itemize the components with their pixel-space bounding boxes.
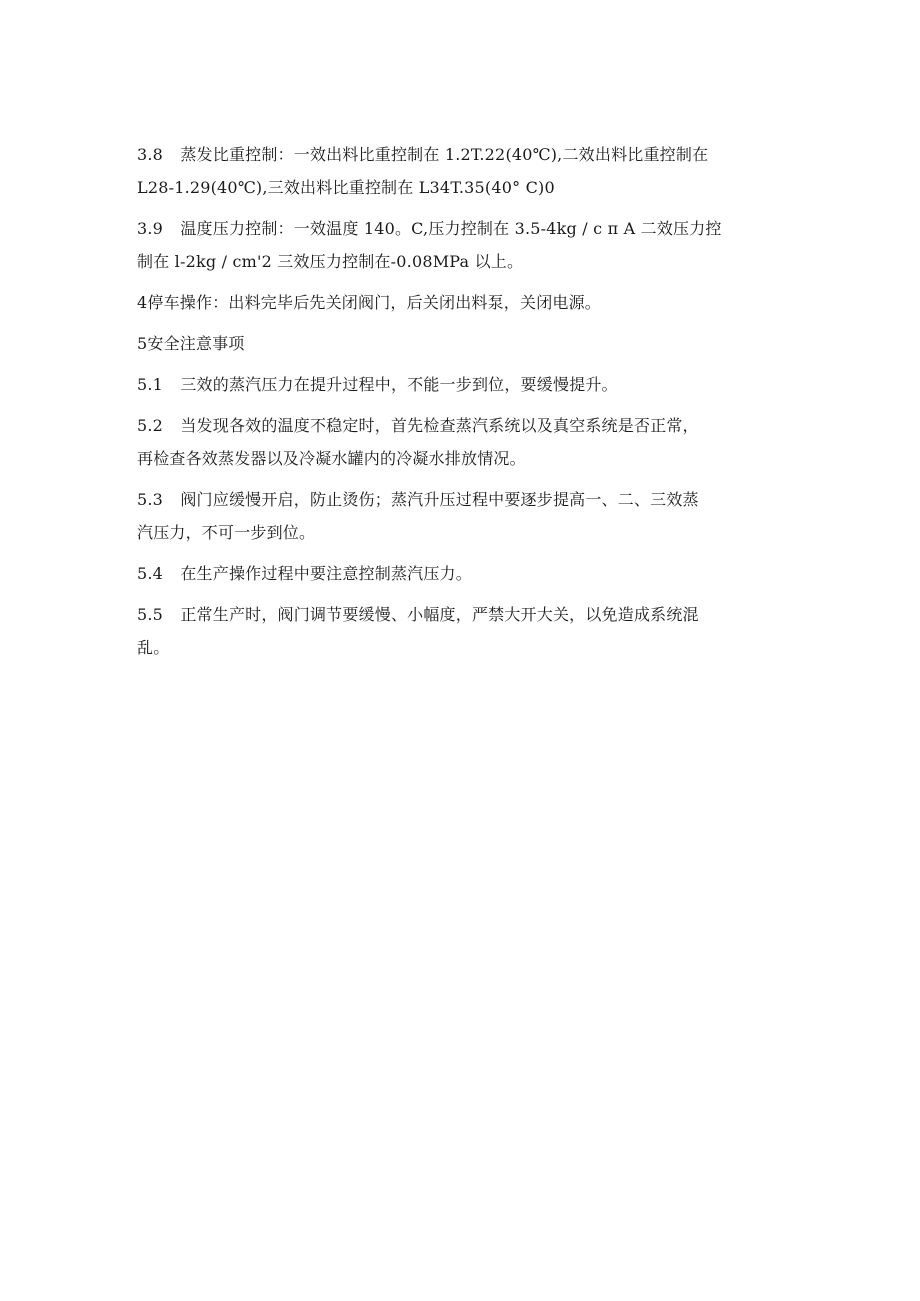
paragraph-3-8-line-1 <box>137 138 787 171</box>
paragraph-5-5 <box>137 598 787 664</box>
paragraph-5-3-line-2: 汽压力，不可一步到位。 <box>137 523 316 542</box>
paragraph-number: 5.1 <box>137 375 164 394</box>
paragraph-number: 5.2 <box>137 416 164 435</box>
paragraph-text: 蒸发比重控制：一效出料比重控制在 1.2T.22(40℃),二效出料比重控制在 <box>180 145 709 164</box>
paragraph-text: 当发现各效的温度不稳定时，首先检查蒸汽系统以及真空系统是否正常， <box>180 416 699 435</box>
paragraph-5-4-line-1 <box>137 557 787 590</box>
paragraph-5-4 <box>137 557 787 590</box>
document-body <box>137 138 787 664</box>
paragraph-4-line-1 <box>137 286 787 319</box>
paragraph-5-5-line-1 <box>137 598 787 631</box>
paragraph-number: 5.4 <box>137 564 164 583</box>
paragraph-5-3 <box>137 483 787 549</box>
paragraph-number: 5.5 <box>137 605 164 624</box>
paragraph-5-1-line-1 <box>137 368 787 401</box>
paragraph-text: 三效的蒸汽压力在提升过程中，不能一步到位，要缓慢提升。 <box>180 375 618 394</box>
paragraph-number: 3.9 <box>137 219 164 238</box>
paragraph-text: 正常生产时，阀门调节要缓慢、小幅度，严禁大开大关，以免造成系统混 <box>180 605 699 624</box>
paragraph-5-line-1 <box>137 327 787 360</box>
paragraph-5-2-line-2: 再检查各效蒸发器以及冷凝水罐内的冷凝水排放情况。 <box>137 449 526 468</box>
paragraph-text: 温度压力控制：一效温度 140。C,压力控制在 3.5-4kg / c π A 二效压力控 <box>180 219 722 238</box>
paragraph-3-8-line-2: L28-1.29(40℃),三效出料比重控制在 L34T.35(40° C)0 <box>137 178 555 197</box>
paragraph-5 <box>137 327 787 360</box>
paragraph-3-9-line-1 <box>137 212 787 245</box>
paragraph-number: 5 <box>137 334 148 353</box>
paragraph-text: 在生产操作过程中要注意控制蒸汽压力。 <box>180 564 472 583</box>
paragraph-5-1 <box>137 368 787 401</box>
paragraph-5-2-line-1 <box>137 409 787 442</box>
paragraph-5-5-line-2: 乱。 <box>137 638 170 657</box>
paragraph-5-3-line-1 <box>137 483 787 516</box>
paragraph-text: 停车操作：出料完毕后先关闭阀门，后关闭出料泵，关闭电源。 <box>147 293 601 312</box>
paragraph-4 <box>137 286 787 319</box>
paragraph-text: 阀门应缓慢开启，防止烫伤；蒸汽升压过程中要逐步提高一、二、三效蒸 <box>180 490 699 509</box>
paragraph-number: 3.8 <box>137 145 164 164</box>
paragraph-3-8 <box>137 138 787 204</box>
paragraph-number: 5.3 <box>137 490 164 509</box>
paragraph-number: 4 <box>137 293 148 312</box>
paragraph-5-2 <box>137 409 787 475</box>
paragraph-3-9 <box>137 212 787 278</box>
paragraph-3-9-line-2: 制在 l-2kg / cm'2 三效压力控制在-0.08MPa 以上。 <box>137 252 524 271</box>
paragraph-text: 安全注意事项 <box>147 334 245 353</box>
